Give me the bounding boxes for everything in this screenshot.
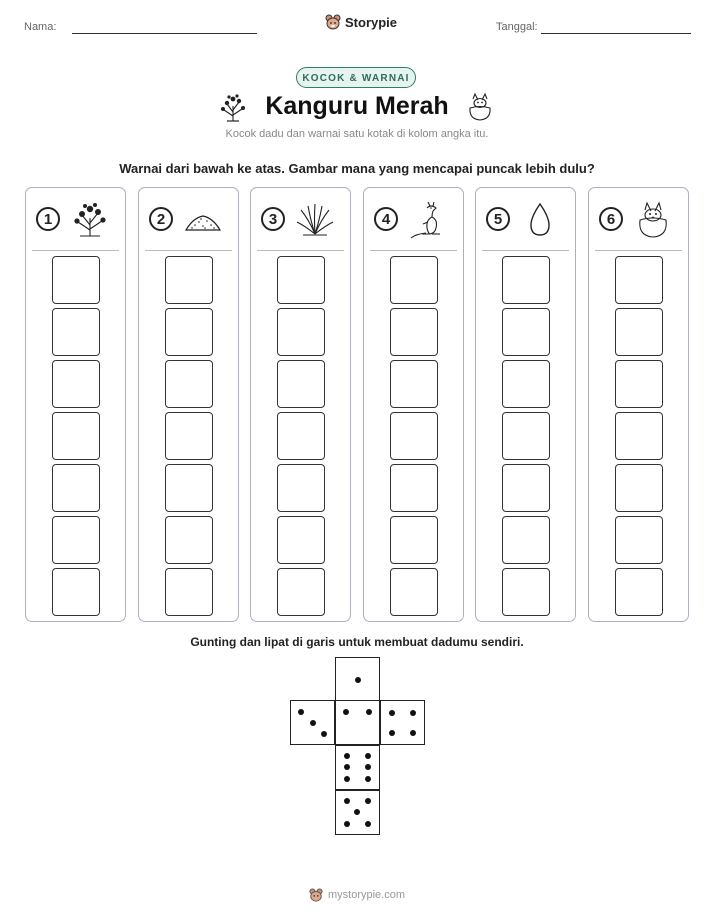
column-4 bbox=[363, 187, 464, 622]
color-box[interactable] bbox=[277, 464, 325, 512]
color-box[interactable] bbox=[615, 464, 663, 512]
color-box[interactable] bbox=[277, 308, 325, 356]
page-title: Kanguru Merah bbox=[265, 92, 449, 120]
storypie-mascot-icon bbox=[309, 888, 323, 902]
grass-icon bbox=[295, 200, 335, 240]
color-box[interactable] bbox=[502, 464, 550, 512]
color-box[interactable] bbox=[165, 516, 213, 564]
die-face-6 bbox=[335, 745, 380, 790]
color-box[interactable] bbox=[52, 464, 100, 512]
color-box[interactable] bbox=[52, 256, 100, 304]
color-box[interactable] bbox=[52, 308, 100, 356]
activity-badge: KOCOK & WARNAI bbox=[296, 67, 416, 88]
cut-instruction: Gunting dan lipat di garis untuk membuat dadumu sendiri. bbox=[190, 635, 524, 649]
color-box[interactable] bbox=[390, 360, 438, 408]
color-box[interactable] bbox=[502, 412, 550, 460]
column-2 bbox=[138, 187, 239, 622]
column-number: 6 bbox=[599, 207, 623, 231]
footer-url[interactable]: mystorypie.com bbox=[327, 889, 406, 901]
column-number: 1 bbox=[36, 207, 60, 231]
storypie-mascot-icon bbox=[325, 14, 341, 30]
color-box[interactable] bbox=[277, 412, 325, 460]
kangaroo-icon bbox=[408, 200, 448, 240]
color-box[interactable] bbox=[502, 256, 550, 304]
color-box[interactable] bbox=[52, 360, 100, 408]
color-box[interactable] bbox=[502, 568, 550, 616]
color-box[interactable] bbox=[165, 308, 213, 356]
sand-pile-icon bbox=[183, 200, 223, 240]
color-box[interactable] bbox=[615, 568, 663, 616]
name-line[interactable] bbox=[72, 33, 257, 34]
color-box[interactable] bbox=[390, 516, 438, 564]
page-subtitle: Kocok dadu dan warnai satu kotak di kolom angka itu. bbox=[225, 128, 489, 140]
die-face-3 bbox=[290, 700, 335, 745]
die-face-2 bbox=[335, 700, 380, 745]
color-box[interactable] bbox=[615, 256, 663, 304]
brand-name: Storypie bbox=[345, 14, 398, 30]
water-drop-icon bbox=[520, 200, 560, 240]
column-3 bbox=[250, 187, 351, 622]
color-box[interactable] bbox=[390, 256, 438, 304]
color-box[interactable] bbox=[502, 360, 550, 408]
color-box[interactable] bbox=[52, 516, 100, 564]
color-box[interactable] bbox=[615, 516, 663, 564]
color-box[interactable] bbox=[615, 308, 663, 356]
column-number: 3 bbox=[261, 207, 285, 231]
die-face-4 bbox=[380, 700, 425, 745]
color-box[interactable] bbox=[390, 308, 438, 356]
title-kangaroo-pouch-icon bbox=[467, 92, 493, 122]
brand-logo bbox=[325, 14, 397, 30]
column-6 bbox=[588, 187, 689, 622]
color-box[interactable] bbox=[277, 360, 325, 408]
color-box[interactable] bbox=[52, 412, 100, 460]
color-box[interactable] bbox=[390, 464, 438, 512]
color-box[interactable] bbox=[615, 412, 663, 460]
date-line[interactable] bbox=[541, 33, 691, 34]
color-box[interactable] bbox=[502, 308, 550, 356]
color-box[interactable] bbox=[165, 412, 213, 460]
color-box[interactable] bbox=[165, 464, 213, 512]
color-box[interactable] bbox=[390, 568, 438, 616]
shrub-icon bbox=[70, 200, 110, 240]
column-number: 5 bbox=[486, 207, 510, 231]
color-box[interactable] bbox=[390, 412, 438, 460]
name-label: Nama: bbox=[24, 21, 57, 33]
kangaroo-pouch-icon bbox=[633, 200, 673, 240]
column-number: 2 bbox=[149, 207, 173, 231]
color-box[interactable] bbox=[277, 256, 325, 304]
instruction-text: Warnai dari bawah ke atas. Gambar mana yang mencapai puncak lebih dulu? bbox=[119, 161, 595, 176]
column-1 bbox=[25, 187, 126, 622]
die-face-5 bbox=[335, 790, 380, 835]
color-box[interactable] bbox=[165, 256, 213, 304]
color-box[interactable] bbox=[165, 568, 213, 616]
date-label: Tanggal: bbox=[496, 21, 538, 33]
color-box[interactable] bbox=[615, 360, 663, 408]
color-box[interactable] bbox=[52, 568, 100, 616]
footer bbox=[0, 888, 714, 902]
color-box[interactable] bbox=[277, 568, 325, 616]
color-box[interactable] bbox=[277, 516, 325, 564]
column-number: 4 bbox=[374, 207, 398, 231]
color-box[interactable] bbox=[502, 516, 550, 564]
column-5 bbox=[475, 187, 576, 622]
die-face-1 bbox=[335, 657, 380, 702]
color-box[interactable] bbox=[165, 360, 213, 408]
